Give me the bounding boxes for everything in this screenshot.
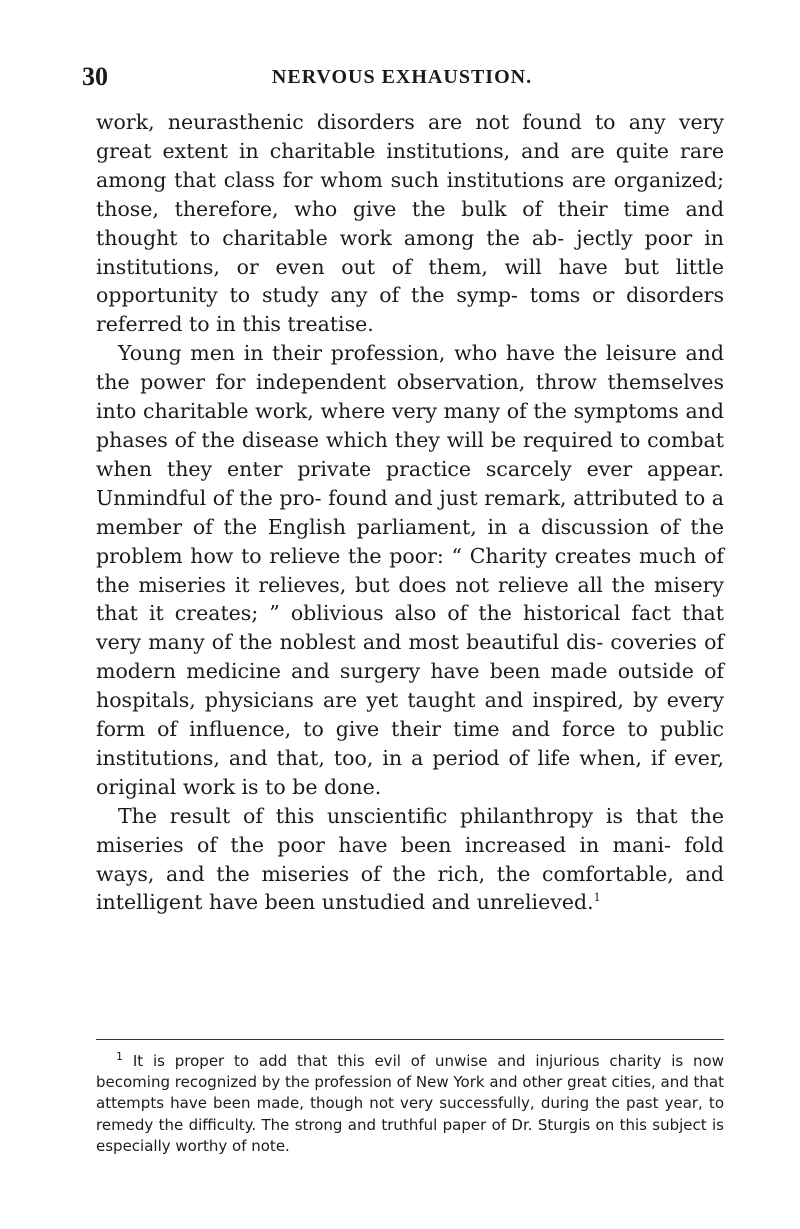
body-text	[96, 108, 724, 917]
running-title: NERVOUS EXHAUSTION.	[271, 66, 533, 88]
paragraph-1-text: work, neurasthenic disorders are not found to any very great extent in charitable institutions, and are quite rare among that class for whom such institutions are organized; those, therefore, who give the bulk of their time and thought to charitable work among the ab- jectly poor in institutions, or even out of them, will have but little opportunity to study any of the symp- toms or disorders referred to in this treatise.	[96, 110, 724, 337]
page-header	[82, 62, 722, 94]
paragraph-1	[96, 108, 724, 339]
footnote-text: It is proper to add that this evil of unwise and injurious charity is now becoming recognized by the profession of New York and other great cities, and that attempts have been made, though not very successfully, during the past year, to remedy the difficulty. The strong and truthful paper of Dr. Sturgis on this subject is especially worthy of note.	[96, 1052, 724, 1155]
footnote-reference[interactable]: 1	[593, 891, 601, 905]
paragraph-2	[96, 339, 724, 802]
footnote-divider	[96, 1039, 724, 1040]
paragraph-3-text: The result of this unscientific philanthropy is that the miseries of the poor have been increased in mani- fold ways, and the miseries of the rich, the comfortable, and intelligent have been unstudied and unrelieved.	[96, 803, 724, 915]
footnote	[96, 1051, 724, 1157]
footnote-marker: 1	[116, 1050, 123, 1063]
page-number: 30	[82, 62, 108, 91]
paragraph-3	[96, 802, 724, 918]
paragraph-2-text: Young men in their profession, who have the leisure and the power for independent observation, throw themselves into charitable work, where very many of the symptoms and phases of the disease which they will be required to combat when they enter private practice scarcely ever appear. Unmindful of the pro- found and just remark, attributed to a member of the English parliament, in a discussion of the problem how to relieve the poor: “ Charity creates much of the miseries it relieves, but does not relieve all the misery that it creates; ” oblivious also of the historical fact that very many of the noblest and most beautiful dis- coveries of modern medicine and surgery have been made outside of hospitals, physicians are yet taught and inspired, by every form of influence, to give their time and force to public institutions, and that, too, in a period of life when, if ever, original work is to be done.	[96, 341, 724, 799]
